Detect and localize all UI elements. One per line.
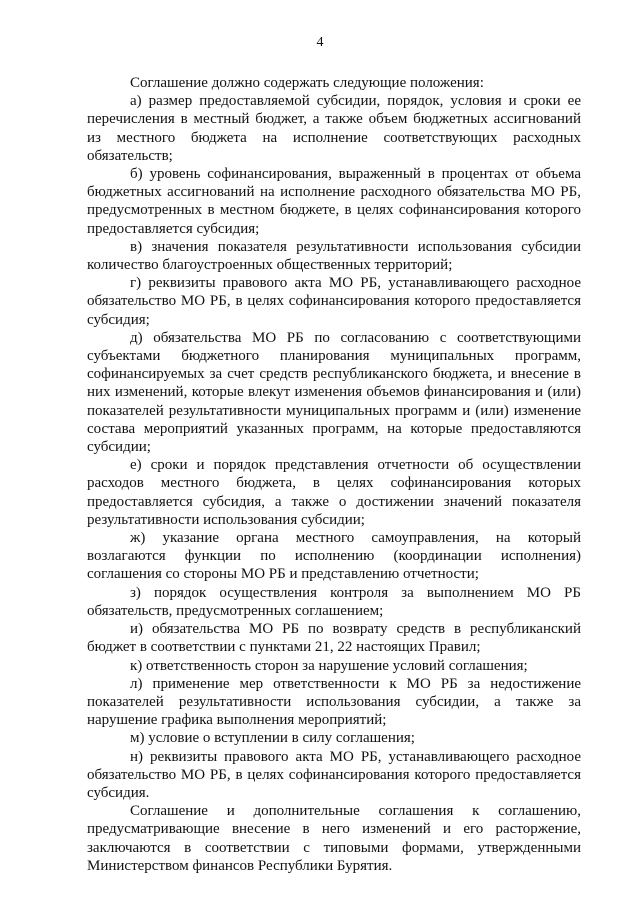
list-item-z: з) порядок осуществления контроля за выполнением МО РБ обязательств, предусмотренных соглашением; (87, 584, 581, 619)
page-number: 4 (316, 35, 324, 50)
list-item-m: м) условие о вступлении в силу соглашения; (130, 730, 415, 747)
list-item-n: н) реквизиты правового акта МО РБ, устанавливающего расходное обязательство МО РБ, в целях софинансирования которого предоставляется субсидия. (87, 748, 581, 801)
list-item-k: к) ответственность сторон за нарушение условий соглашения; (130, 657, 528, 674)
list-item-v: в) значения показателя результативности использования субсидии количество благоустроенных общественных территорий; (87, 238, 581, 274)
list-item-g: г) реквизиты правового акта МО РБ, устанавливающего расходное обязательство МО РБ, в целях софинансирования которого предоставляется субсидия; (87, 275, 581, 328)
list-item-zh: ж) указание органа местного самоуправления, на который возлагаются функции по исполнению (координации исполнения) соглашения со стороны МО РБ и представлению отчетности; (87, 530, 581, 583)
list-item-a: а) размер предоставляемой субсидии, порядок, условия и сроки ее перечисления в местный бюджет, а также объем бюджетных ассигнований из местного бюджета на исполнение соответствующих расходных обязательств; (87, 93, 581, 164)
list-item-e: е) сроки и порядок представления отчетности об осуществлении расходов местного бюджета, в целях софинансирования которых предоставляется субсидия, а также о достижении значений показателя результативности использования субсидии; (87, 457, 581, 528)
list-item-i: и) обязательства МО РБ по возврату средств в республиканский бюджет в соответствии с пунктами 21, 22 настоящих Правил; (87, 621, 581, 656)
closing-paragraph: Соглашение и дополнительные соглашения к соглашению, предусматривающие внесение в него изменений и его расторжение, заключаются в соответствии с типовыми формами, утвержденными Министерством финансов Республики Бурятия. (87, 803, 581, 874)
list-item-l: л) применение мер ответственности к МО РБ за недостижение показателей результативности использования субсидии, а также за нарушение графика выполнения мероприятий; (87, 675, 581, 729)
list-item-d: д) обязательства МО РБ по согласованию с соответствующими субъектами бюджетного планирования муниципальных программ, софинансируемых за счет средств республиканского бюджета, и внесение в них изменений, которые влекут изменения объемов финансирования и (или) показателей результативности муниципальных программ и (или) изменение состава мероприятий указанных программ, на которые предоставляются субсидии; (87, 329, 581, 456)
list-item-b: б) уровень софинансирования, выраженный в процентах от объема бюджетных ассигнований на исполнение расходного обязательства МО РБ, предусмотренных в местном бюджете, в целях софинансирования которого предоставляется субсидия; (87, 166, 581, 237)
document-body (87, 74, 581, 875)
intro-paragraph: Соглашение должно содержать следующие положения: (130, 75, 484, 91)
